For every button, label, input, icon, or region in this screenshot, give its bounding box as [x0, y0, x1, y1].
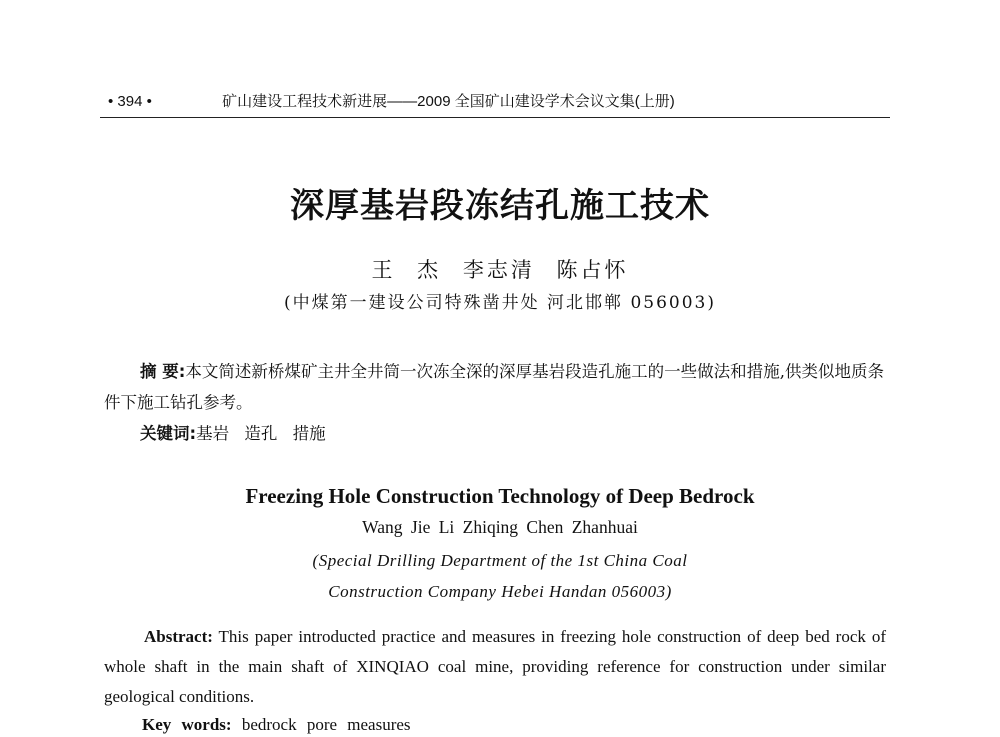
page-number: • 394 •	[108, 93, 152, 110]
chinese-keywords-text: 基岩 造孔 措施	[196, 424, 326, 443]
english-abstract-label: Abstract:	[144, 627, 213, 646]
english-title: Freezing Hole Construction Technology of Deep Bedrock	[245, 484, 755, 508]
chinese-abstract	[104, 356, 884, 418]
chinese-authors: 王 杰 李志清 陈占怀	[371, 258, 629, 282]
english-abstract-text: This paper introducted practice and measures in freezing hole construction of deep bed rock of whole shaft in the main shaft of XINQIAO coal mine, providing reference for construction under similar geological conditions.	[104, 627, 886, 706]
english-keywords-text: bedrock pore measures	[231, 715, 411, 734]
chinese-affiliation: (中煤第一建设公司特殊凿井处 河北邯郸 056003)	[284, 293, 716, 313]
english-keywords	[142, 714, 411, 736]
english-affiliation-line2: Construction Company Hebei Handan 056003)	[328, 582, 672, 601]
header-divider	[100, 117, 890, 118]
chinese-abstract-label: 摘 要:	[140, 362, 186, 381]
chinese-keywords-label: 关键词:	[140, 424, 197, 443]
journal-title: 矿山建设工程技术新进展——2009 全国矿山建设学术会议文集(上册)	[222, 93, 675, 110]
chinese-title: 深厚基岩段冻结孔施工技术	[290, 186, 710, 226]
chinese-abstract-text: 本文简述新桥煤矿主井全井筒一次冻全深的深厚基岩段造孔施工的一些做法和措施,供类似地质条件下施工钻孔参考。	[104, 362, 884, 412]
english-authors: Wang Jie Li Zhiqing Chen Zhanhuai	[362, 517, 638, 537]
english-affiliation-line1: (Special Drilling Department of the 1st China Coal	[312, 551, 688, 570]
running-header	[108, 90, 888, 114]
chinese-keywords	[140, 420, 326, 448]
english-abstract	[104, 622, 886, 712]
english-keywords-label: Key words:	[142, 715, 232, 734]
